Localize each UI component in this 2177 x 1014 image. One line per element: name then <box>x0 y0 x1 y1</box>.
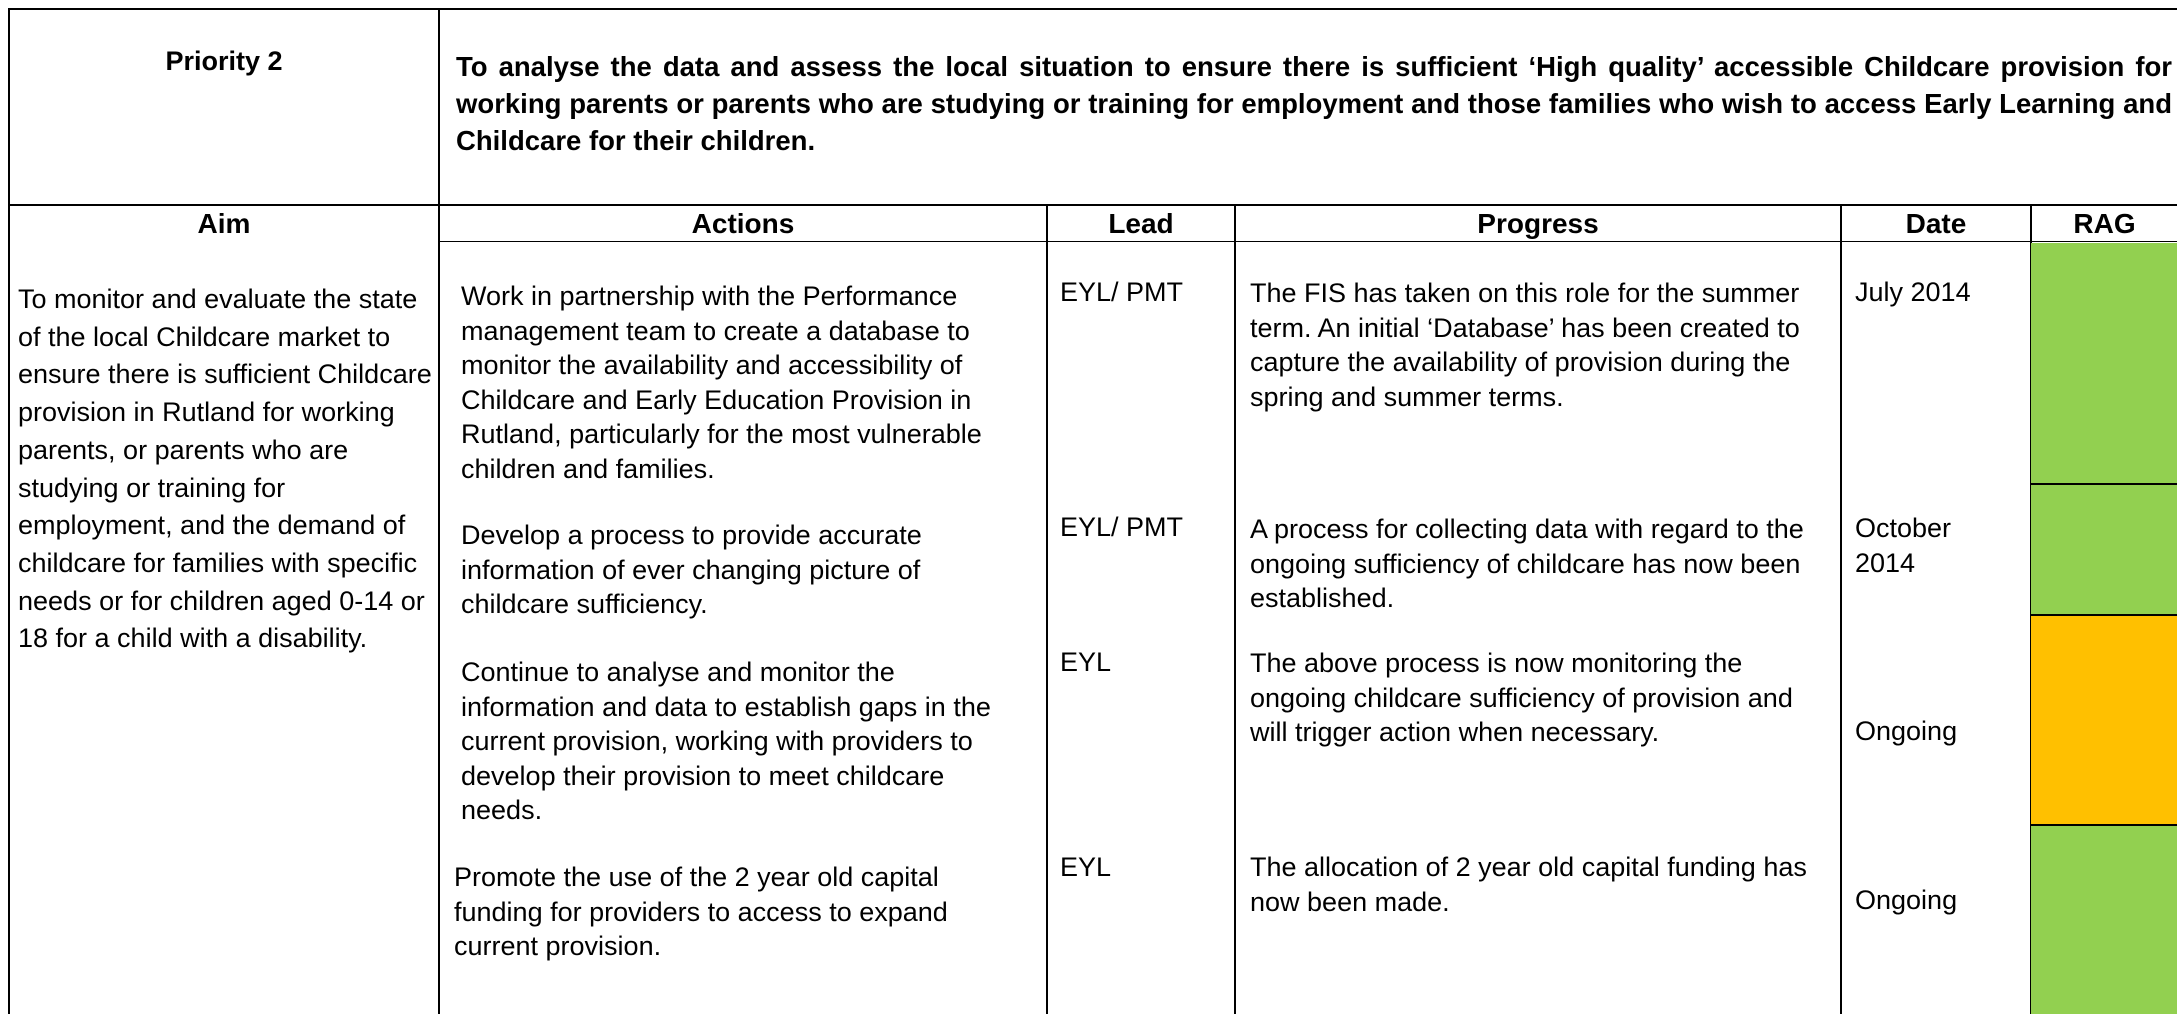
header-progress: Progress <box>1477 208 1599 239</box>
priority-label: Priority 2 <box>165 46 283 76</box>
rag-status-2 <box>2031 485 2177 614</box>
date-4: Ongoing <box>1855 885 1958 915</box>
progress-3: The above process is now monitoring the ongoing childcare sufficiency of provision and will trigger action when necessary. <box>1250 648 1793 747</box>
rag-status-1 <box>2031 243 2177 483</box>
header-actions: Actions <box>691 208 795 239</box>
col-divider-progress <box>1840 206 1842 1014</box>
aim-text: To monitor and evaluate the state of the local Childcare market to ensure there is sufficient Childcare provision in Rutland for working parents, or parents who are studying or training for employment, and the demand of childcare for families with specific needs or for children aged 0-14 or 18 for a child with a disability. <box>18 284 432 654</box>
progress-4: The allocation of 2 year old capital funding has now been made. <box>1250 852 1807 917</box>
action-4: Promote the use of the 2 year old capital funding for providers to access to expand current provision. <box>454 862 948 961</box>
lead-4: EYL <box>1060 852 1112 882</box>
action-2: Develop a process to provide accurate information of ever changing picture of childcare sufficiency. <box>461 520 922 619</box>
header-aim: Aim <box>197 208 251 239</box>
priority-objective: To analyse the data and assess the local situation to ensure there is sufficient ‘High quality’ accessible Childcare provision for working parents or parents who are studying or training for employment and those families who wish to access Early Learning and Childcare for their children. <box>456 51 2172 156</box>
col-divider-actions <box>1046 206 1048 1014</box>
progress-2: A process for collecting data with regard to the ongoing sufficiency of childcare has now been established. <box>1250 514 1804 613</box>
action-3: Continue to analyse and monitor the information and data to establish gaps in the current provision, working with providers to develop their provision to meet childcare needs. <box>461 657 991 825</box>
action-1: Work in partnership with the Performance management team to create a database to monitor the availability and accessibility of Childcare and Early Education Provision in Rutland, particularly for the most vulnerable children and families. <box>461 281 982 484</box>
progress-1: The FIS has taken on this role for the summer term. An initial ‘Database’ has been created to capture the availability of provision during the spring and summer terms. <box>1250 278 1800 412</box>
header-date: Date <box>1905 208 1967 239</box>
rag-status-3 <box>2031 616 2177 824</box>
lead-2: EYL/ PMT <box>1060 512 1184 542</box>
date-2: October 2014 <box>1855 513 1952 578</box>
header-lead: Lead <box>1108 208 1174 239</box>
date-3: Ongoing <box>1855 716 1958 746</box>
rag-status-4 <box>2031 826 2177 1014</box>
col-divider-lead <box>1234 206 1236 1014</box>
date-1: July 2014 <box>1855 277 1971 307</box>
lead-1: EYL/ PMT <box>1060 277 1184 307</box>
col-divider-aim <box>438 8 440 1014</box>
lead-3: EYL <box>1060 647 1112 677</box>
header-rag: RAG <box>2073 208 2136 239</box>
